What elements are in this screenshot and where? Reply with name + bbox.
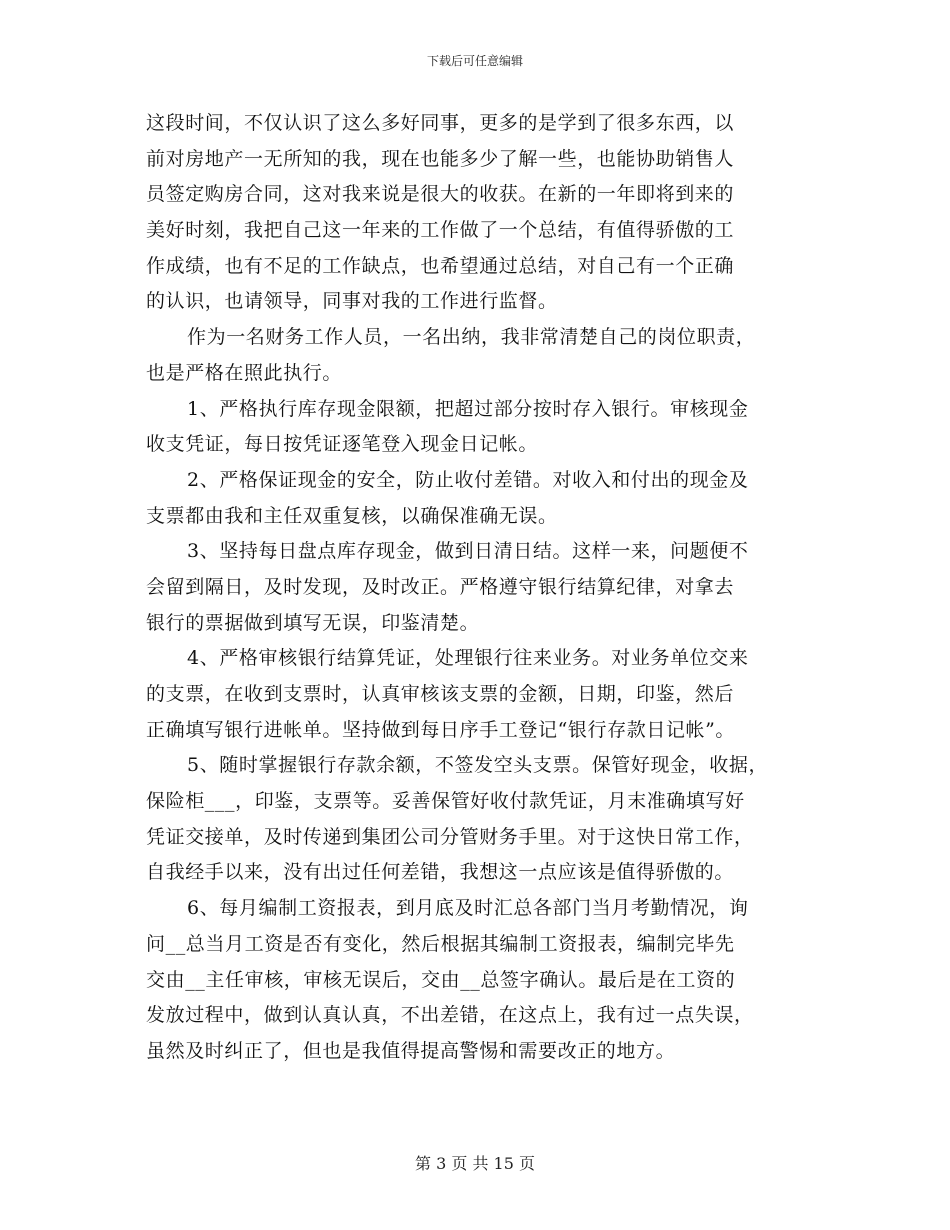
paragraph-first-line: 作为一名财务工作人员，一名出纳，我非常清楚自己的岗位职责， — [187, 326, 756, 349]
text-line: 也是严格在照此执行。 — [146, 361, 343, 384]
text-line: 这段时间，不仅认识了这么多好同事，更多的是学到了很多东西，以 — [146, 112, 735, 134]
text-line: 作成绩，也有不足的工作缺点，也希望通过总结，对自己有一个正确 — [146, 254, 735, 277]
text-line: 支票都由我和主任双重复核，以确保准确无误。 — [146, 504, 558, 527]
text-line: 交由__主任审核，审核无误后，交由__总签字确认。最后是在工资的 — [146, 968, 736, 991]
text-line: 自我经手以来，没有出过任何差错，我想这一点应该是值得骄傲的。 — [146, 861, 735, 884]
paragraph-first-line: 2、严格保证现金的安全，防止收付差错。对收入和付出的现金及 — [187, 468, 749, 491]
text-line: 保险柜___，印鉴，支票等。妥善保管好收付款凭证，月末准确填写好 — [146, 790, 745, 813]
text-line: 发放过程中，做到认真认真，不出差错，在这点上，我有过一点失误， — [146, 1004, 754, 1027]
text-line: 前对房地产一无所知的我，现在也能多少了解一些，也能协助销售人 — [146, 147, 735, 170]
text-line: 的认识，也请领导，同事对我的工作进行监督。 — [146, 290, 558, 313]
paragraph-first-line: 3、坚持每日盘点库存现金，做到日清日结。这样一来，问题便不 — [187, 540, 749, 563]
paragraph-first-line: 5、随时掌握银行存款余额，不签发空头支票。保管好现金，收据， — [187, 754, 769, 777]
text-line: 美好时刻，我把自己这一年来的工作做了一个总结，有值得骄傲的工 — [146, 219, 735, 242]
text-line: 会留到隔日，及时发现，及时改正。严格遵守银行结算纪律，对拿去 — [146, 575, 735, 598]
text-line: 员签定购房合同，这对我来说是很大的收获。在新的一年即将到来的 — [146, 183, 735, 206]
text-line: 正确填写银行进帐单。坚持做到每日序手工登记“银行存款日记帐”。 — [146, 718, 736, 741]
text-line: 收支凭证，每日按凭证逐笔登入现金日记帐。 — [146, 433, 539, 456]
text-line: 凭证交接单，及时传递到集团公司分管财务手里。对于这快日常工作， — [146, 825, 754, 848]
paragraph-first-line: 4、严格审核银行结算凭证，处理银行往来业务。对业务单位交来 — [187, 647, 749, 670]
text-line: 银行的票据做到填写无误，印鉴清楚。 — [146, 611, 480, 634]
paragraph-first-line: 6、每月编制工资报表，到月底及时汇总各部门当月考勤情况，询 — [187, 897, 749, 920]
text-line: 问__总当月工资是否有变化，然后根据其编制工资报表，编制完毕先 — [146, 932, 735, 955]
page-header: 下载后可任意编辑 — [426, 54, 523, 68]
paragraph-first-line: 1、严格执行库存现金限额，把超过部分按时存入银行。审核现金 — [187, 397, 749, 420]
text-line: 的支票，在收到支票时，认真审核该支票的金额，日期，印鉴，然后 — [146, 683, 735, 705]
document-body — [146, 106, 806, 1070]
text-line: 虽然及时纠正了，但也是我值得提高警惕和需要改正的地方。 — [146, 1039, 676, 1062]
page-number: 第 3 页 共 15 页 — [415, 1154, 535, 1173]
